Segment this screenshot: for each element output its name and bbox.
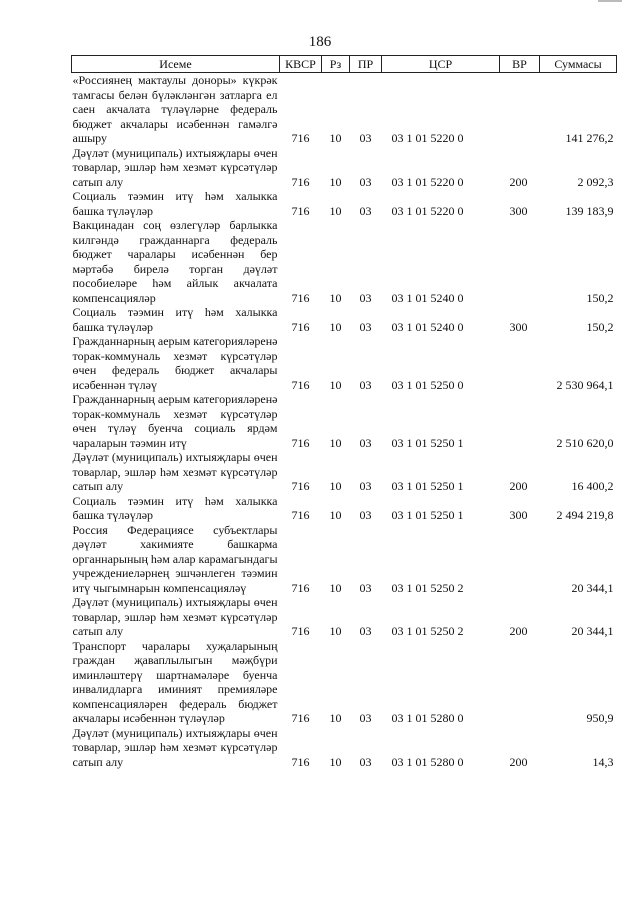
row-vr (500, 639, 540, 726)
row-sum: 2 494 219,8 (556, 508, 614, 522)
row-sum: 20 344,1 (571, 580, 614, 595)
row-name: Вакцинадан соң өзлегүләр барлыкка килгәндә гражданнарга федераль бюджет чаралары исәбеннән бер мәртәбә бирелә торган дәүләт пособиеләре һәм айлык акчалата компенсацияләр (72, 218, 278, 305)
row-vr: 200 (509, 754, 528, 769)
row-csr: 03 1 01 5250 1 (391, 508, 464, 522)
row-vr (500, 392, 540, 450)
row-vr: 200 (509, 624, 528, 638)
row-csr: 03 1 01 5280 0 (391, 711, 464, 725)
row-kvsr: 716 (291, 479, 310, 493)
table-row (72, 595, 617, 639)
row-name: Россия Федерациясе субъектлары дәүләт хакимияте башкарма органнарының һәм алар карамагындагы учреждениеләрнең эшчәнлеген тәэмин итү чыгымнарын компенсацияләү (72, 522, 278, 595)
row-rz: 10 (329, 711, 342, 725)
row-name: Дәүләт (муниципаль) ихтыяҗлары өчен товарлар, эшләр һәм хезмәт күрсәтүләр сатып алу (72, 450, 278, 493)
table-row (72, 305, 617, 334)
row-rz: 10 (329, 290, 342, 305)
page-number: 186 (308, 34, 332, 50)
row-vr: 200 (509, 174, 528, 189)
row-sum: 2 510 620,0 (556, 435, 614, 450)
row-csr: 03 1 01 5220 0 (391, 131, 464, 145)
row-pr: 03 (359, 754, 372, 769)
row-pr: 03 (359, 580, 372, 595)
header-rz: Рз (322, 56, 350, 73)
row-vr (500, 73, 540, 146)
row-name: Дәүләт (муниципаль) ихтыяҗлары өчен товарлар, эшләр һәм хезмәт күрсәтүләр сатып алу (72, 145, 278, 189)
row-csr: 03 1 01 5250 2 (391, 624, 464, 638)
row-csr: 03 1 01 5250 0 (391, 377, 464, 392)
row-pr: 03 (359, 624, 372, 638)
row-pr: 03 (359, 290, 372, 305)
row-sum: 150,2 (586, 290, 614, 305)
row-name: Дәүләт (муниципаль) ихтыяҗлары өчен товарлар, эшләр һәм хезмәт күрсәтүләр сатып алу (72, 725, 278, 769)
row-name: Гражданнарның аерым категорияләренә торак-коммуналь хезмәт күрсәтүләр өчен федераль бюджет акчалары исәбеннән түләү (72, 334, 278, 392)
table-row (72, 523, 617, 596)
row-vr (500, 218, 540, 305)
row-vr: 200 (509, 479, 528, 493)
row-vr (500, 523, 540, 596)
row-rz: 10 (329, 435, 342, 450)
row-rz: 10 (329, 508, 342, 522)
row-sum: 2 530 964,1 (556, 377, 614, 392)
row-pr: 03 (359, 319, 372, 334)
budget-table (71, 55, 617, 769)
row-name: Социаль тәэмин итү һәм халыкка башка түләүләр (72, 189, 278, 218)
header-kvsr: КВСР (280, 56, 322, 73)
table-row (72, 146, 617, 190)
row-csr: 03 1 01 5240 0 (391, 319, 464, 334)
row-csr: 03 1 01 5250 2 (391, 580, 464, 595)
row-rz: 10 (329, 203, 342, 218)
header-pr: ПР (350, 56, 382, 73)
row-name: «Россиянең мактаулы доноры» күкрәк тамгасы белән бүләкләнгән затларга ел саен акчалата түләүләрне федераль бюджет акчалары исәбеннән гамәлгә ашыру (72, 73, 278, 145)
table-body (72, 73, 617, 770)
row-csr: 03 1 01 5280 0 (391, 754, 464, 769)
row-sum: 950,9 (586, 711, 614, 725)
row-pr: 03 (359, 377, 372, 392)
row-name: Дәүләт (муниципаль) ихтыяҗлары өчен товарлар, эшләр һәм хезмәт күрсәтүләр сатып алу (72, 595, 278, 638)
row-csr: 03 1 01 5250 1 (391, 435, 464, 450)
row-kvsr: 716 (291, 290, 310, 305)
row-sum: 139 183,9 (565, 203, 614, 218)
table-row (72, 726, 617, 770)
header-name: Исеме (72, 56, 280, 73)
row-pr: 03 (359, 131, 372, 145)
row-vr: 300 (509, 508, 528, 522)
row-vr (500, 334, 540, 392)
row-sum: 2 092,3 (577, 174, 614, 189)
row-rz: 10 (329, 131, 342, 145)
table-row (72, 189, 617, 218)
row-rz: 10 (329, 377, 342, 392)
row-kvsr: 716 (291, 711, 310, 725)
row-rz: 10 (329, 174, 342, 189)
table-row (72, 639, 617, 726)
row-csr: 03 1 01 5220 0 (391, 174, 464, 189)
row-sum: 14,3 (592, 754, 614, 769)
row-pr: 03 (359, 435, 372, 450)
table-header (72, 56, 617, 73)
row-csr: 03 1 01 5250 1 (391, 479, 464, 493)
table-row (72, 334, 617, 392)
row-pr: 03 (359, 508, 372, 522)
table-row (72, 450, 617, 494)
row-rz: 10 (329, 580, 342, 595)
row-csr: 03 1 01 5220 0 (391, 203, 464, 218)
header-csr: ЦСР (382, 56, 500, 73)
row-csr: 03 1 01 5240 0 (391, 290, 464, 305)
row-name: Гражданнарның аерым категорияләренә торак-коммуналь хезмәт күрсәтүләр өчен түләү буенча социаль ярдәм чараларын тәэмин итү (72, 392, 278, 450)
row-kvsr: 716 (291, 580, 310, 595)
row-rz: 10 (329, 479, 342, 493)
row-pr: 03 (359, 203, 372, 218)
row-kvsr: 716 (291, 377, 310, 392)
row-pr: 03 (359, 711, 372, 725)
row-vr: 300 (509, 203, 528, 218)
row-rz: 10 (329, 624, 342, 638)
header-sum: Суммасы (540, 56, 617, 73)
header-vr: ВР (500, 56, 540, 73)
row-rz: 10 (329, 754, 342, 769)
row-kvsr: 716 (291, 174, 310, 189)
row-name: Социаль тәэмин итү һәм халыкка башка түләүләр (72, 493, 278, 522)
row-kvsr: 716 (291, 754, 310, 769)
row-sum: 20 344,1 (571, 624, 614, 638)
row-pr: 03 (359, 479, 372, 493)
row-name: Транспорт чаралары хуҗаларының граждан җаваплылыгын мәҗбүри иминләштерү шартнамәләре буенча инвалидларга иминият премияләре компенсацияләрен федераль бюджет акчалары исәбеннән түләүләр (72, 638, 278, 725)
row-kvsr: 716 (291, 435, 310, 450)
row-kvsr: 716 (291, 131, 310, 145)
row-rz: 10 (329, 319, 342, 334)
row-sum: 141 276,2 (565, 131, 614, 145)
table-row (72, 494, 617, 523)
table-row (72, 73, 617, 146)
row-name: Социаль тәэмин итү һәм халыкка башка түләүләр (72, 305, 278, 334)
row-kvsr: 716 (291, 203, 310, 218)
row-kvsr: 716 (291, 624, 310, 638)
scan-artifact (598, 0, 622, 2)
table-row (72, 392, 617, 450)
row-kvsr: 716 (291, 319, 310, 334)
table-row (72, 218, 617, 305)
row-vr: 300 (509, 319, 528, 334)
row-kvsr: 716 (291, 508, 310, 522)
row-sum: 16 400,2 (571, 479, 614, 493)
row-pr: 03 (359, 174, 372, 189)
row-sum: 150,2 (586, 319, 614, 334)
